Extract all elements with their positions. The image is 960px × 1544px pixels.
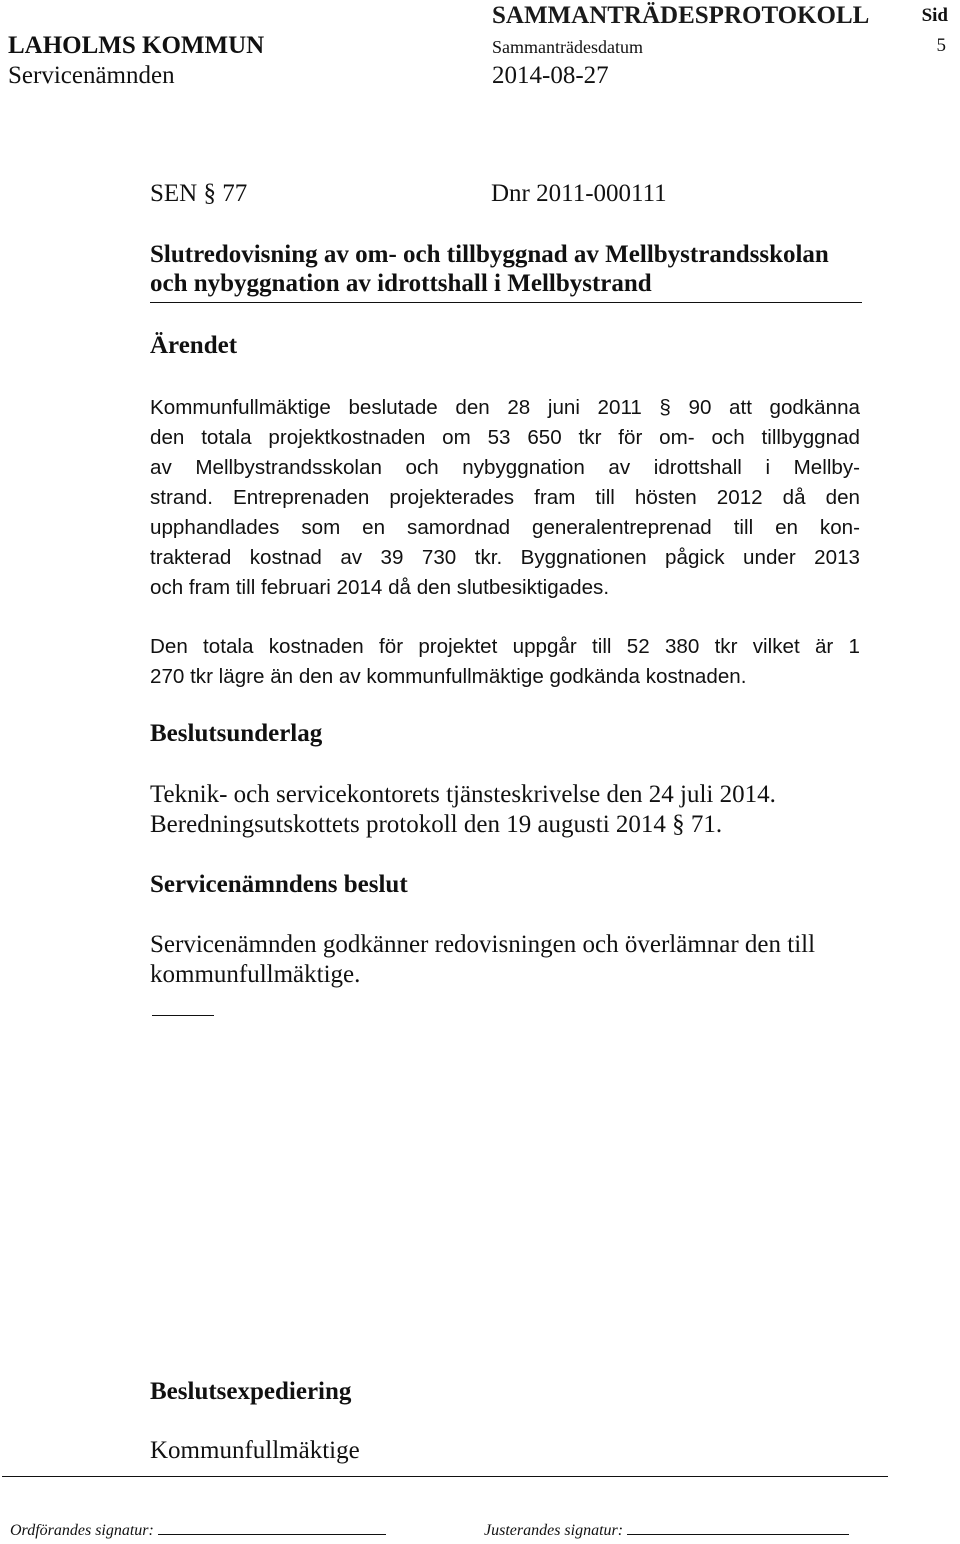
chair-signature-line bbox=[158, 1534, 386, 1535]
arendet-paragraph-2 bbox=[150, 632, 860, 692]
paragraph-line: strand. Entreprenaden projekterades fram till hösten 2012 då den bbox=[150, 486, 860, 509]
expediering-recipient: Kommunfullmäktige bbox=[150, 1437, 360, 1464]
section-heading-arendet: Ärendet bbox=[150, 332, 238, 359]
page-number: 5 bbox=[936, 35, 946, 56]
adjuster-signature-label: Justerandes signatur: bbox=[484, 1522, 624, 1539]
paragraph-line: den totala projektkostnaden om 53 650 tkr för om- och tillbyggnad bbox=[150, 426, 860, 449]
adjuster-signature bbox=[484, 1522, 849, 1540]
protocol-title: SAMMANTRÄDESPROTOKOLL bbox=[492, 2, 870, 29]
section-heading-expediering: Beslutsexpediering bbox=[150, 1378, 352, 1405]
meeting-date: 2014-08-27 bbox=[492, 62, 609, 89]
section-heading-beslut: Servicenämndens beslut bbox=[150, 871, 408, 898]
paragraph-line: Den totala kostnaden för projektet uppgår till 52 380 tkr vilket är 1 bbox=[150, 635, 860, 658]
beslutsunderlag-item: Teknik- och servicekontorets tjänsteskrivelse den 24 juli 2014. bbox=[150, 781, 776, 808]
chair-signature-label: Ordförandes signatur: bbox=[10, 1522, 154, 1539]
case-dnr: Dnr 2011-000111 bbox=[491, 180, 667, 207]
paragraph-line: 270 tkr lägre än den av kommunfullmäktige godkända kostnaden. bbox=[150, 665, 747, 688]
municipality-name: LAHOLMS KOMMUN bbox=[8, 32, 265, 59]
case-number: SEN § 77 bbox=[150, 180, 248, 207]
committee-name: Servicenämnden bbox=[8, 62, 175, 89]
adjuster-signature-line bbox=[627, 1534, 849, 1535]
meeting-date-label: Sammanträdesdatum bbox=[492, 37, 643, 57]
paragraph-line: trakterad kostnad av 39 730 tkr. Byggnationen pågick under 2013 bbox=[150, 546, 860, 569]
arendet-paragraph-1 bbox=[150, 393, 860, 603]
paragraph-line: Kommunfullmäktige beslutade den 28 juni 2011 § 90 att godkänna bbox=[150, 396, 860, 419]
footer-divider bbox=[2, 1476, 888, 1477]
beslut-text: Servicenämnden godkänner redovisningen och överlämnar den till kommunfullmäktige. bbox=[150, 931, 816, 988]
divider-short bbox=[152, 1015, 214, 1016]
paragraph-line: och fram till februari 2014 då den slutbesiktigades. bbox=[150, 576, 610, 599]
beslutsunderlag-item: Beredningsutskottets protokoll den 19 augusti 2014 § 71. bbox=[150, 811, 723, 838]
paragraph-line: av Mellbystrandsskolan och nybyggnation av idrottshall i Mellby- bbox=[150, 456, 860, 479]
chair-signature bbox=[10, 1522, 386, 1540]
case-title: Slutredovisning av om- och tillbyggnad av Mellbystrandsskolan och nybyggnation av idrottshall i Mellbystrand bbox=[150, 240, 862, 303]
sid-label: Sid bbox=[921, 5, 948, 26]
section-heading-beslutsunderlag: Beslutsunderlag bbox=[150, 720, 323, 747]
paragraph-line: upphandlades som en samordnad generalentreprenad till en kon- bbox=[150, 516, 860, 539]
